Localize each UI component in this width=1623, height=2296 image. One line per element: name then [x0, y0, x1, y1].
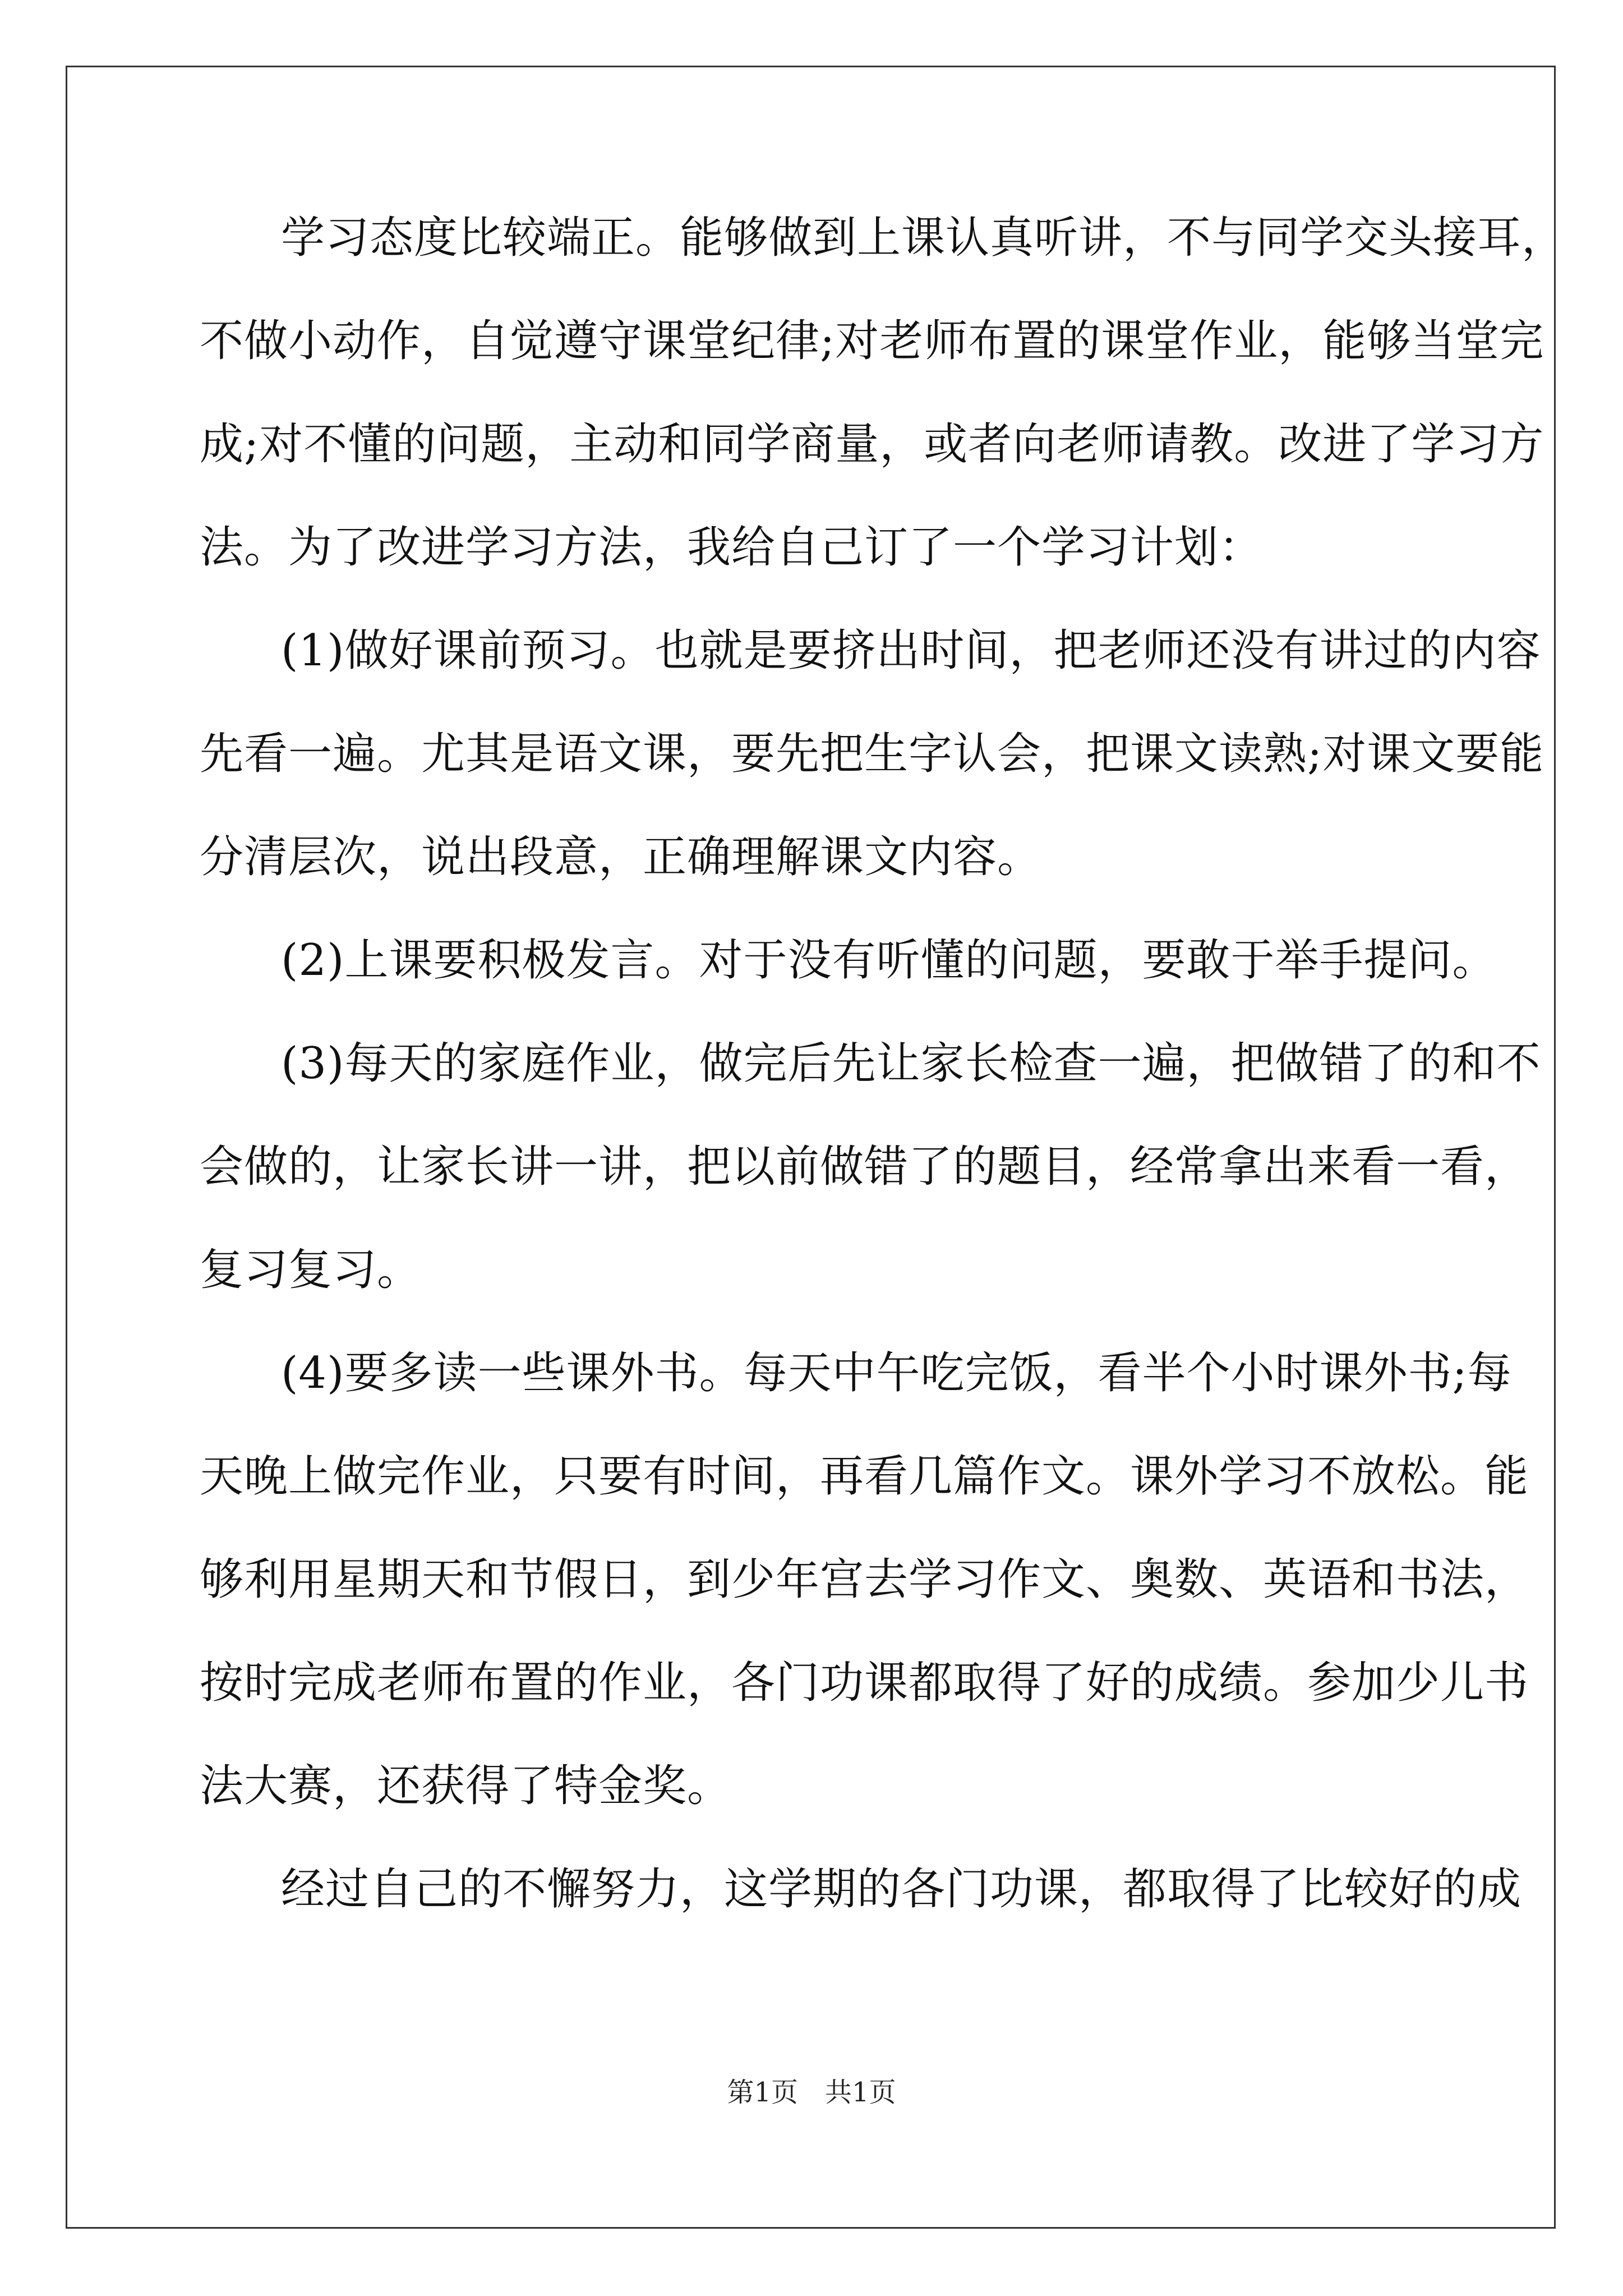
page-footer: 第1页 共1页	[727, 2077, 896, 2108]
text-line: 成;对不懂的问题，主动和同学商量，或者向老师请教。改进了学习方	[200, 419, 1544, 470]
text-line: 按时完成老师布置的作业，各门功课都取得了好的成绩。参加少儿书	[200, 1658, 1529, 1708]
text-line: 天晚上做完作业，只要有时间，再看几篇作文。课外学习不放松。能	[200, 1451, 1529, 1502]
text-line: 不做小动作，自觉遵守课堂纪律;对老师布置的课堂作业，能够当堂完	[200, 316, 1544, 366]
text-line: 分清层次，说出段意，正确理解课文内容。	[200, 832, 1042, 882]
text-line: (2)上课要积极发言。对于没有听懂的问题，要敢于举手提问。	[281, 935, 1497, 986]
text-line: 学习态度比较端正。能够做到上课认真听讲，不与同学交头接耳，	[281, 213, 1566, 263]
text-line: 复习复习。	[200, 1245, 422, 1295]
text-line: 经过自己的不懈努力，这学期的各门功课，都取得了比较好的成	[281, 1864, 1522, 1915]
text-line: (1)做好课前预习。也就是要挤出时间，把老师还没有讲过的内容	[281, 625, 1541, 676]
text-line: (3)每天的家庭作业，做完后先让家长检查一遍，把做错了的和不	[281, 1038, 1541, 1089]
text-line: 先看一遍。尤其是语文课，要先把生字认会，把课文读熟;对课文要能	[200, 729, 1544, 779]
document-body	[200, 186, 1566, 1941]
text-line: 够利用星期天和节假日，到少年宫去学习作文、奥数、英语和书法，	[200, 1554, 1529, 1605]
text-line: 法大赛，还获得了特金奖。	[200, 1761, 732, 1811]
text-line: (4)要多读一些课外书。每天中午吃完饭，看半个小时课外书;每	[281, 1348, 1512, 1398]
text-line: 法。为了改进学习方法，我给自己订了一个学习计划：	[200, 522, 1264, 573]
text-line: 会做的，让家长讲一讲，把以前做错了的题目，经常拿出来看一看，	[200, 1142, 1529, 1192]
